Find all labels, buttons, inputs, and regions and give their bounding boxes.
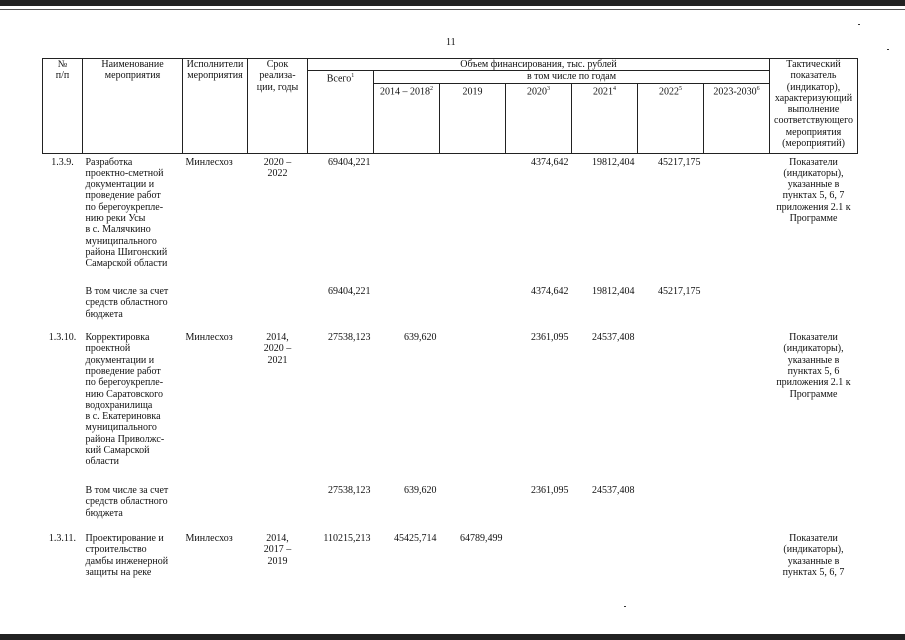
row-term: 2020 – 2022: [263, 156, 292, 179]
row-2019: [440, 153, 506, 283]
row-number: [43, 283, 83, 329]
col-header-year: 2021$^4$: [572, 83, 638, 153]
scan-border-line: [0, 9, 905, 10]
row-name: В том числе за счет средств областного бюджета: [85, 485, 169, 519]
row-number: [43, 482, 83, 530]
row-2022: [638, 482, 704, 530]
row-executor: Минлесхоз: [185, 156, 233, 168]
col-header-term: Срок реализа- ции, годы: [248, 59, 308, 154]
col-header-no: № п/п: [43, 59, 83, 154]
row-2021: 24537,408: [592, 332, 635, 344]
table-row: [43, 482, 858, 530]
row-2023-2030: [704, 530, 770, 588]
row-2020: [506, 530, 572, 588]
col-header-indicator: Тактический показатель (индикатор), характеризующий выполнение соответствующего мероприятия (мероприятий): [770, 59, 858, 154]
table-row: [43, 153, 858, 283]
page-number: 11: [446, 37, 456, 48]
col-header-year: 2022$^5$: [638, 83, 704, 153]
row-2014-2018: 639,620: [404, 332, 437, 344]
scan-border-bottom: [0, 634, 905, 640]
row-indicator: [770, 283, 858, 329]
row-executor: Минлесхоз: [185, 332, 233, 344]
row-2020: 4374,642: [531, 286, 569, 298]
col-header-executors: Исполнители мероприятия: [183, 59, 248, 154]
row-term: [248, 482, 308, 530]
col-header-financing: Объем финансирования, тыс. рублей: [308, 59, 770, 71]
row-2019: [440, 283, 506, 329]
row-2023-2030: [704, 283, 770, 329]
row-total: 69404,221: [328, 156, 371, 168]
row-name: В том числе за счет средств областного бюджета: [85, 286, 169, 320]
row-indicator: [770, 482, 858, 530]
scan-speck: [624, 606, 626, 607]
row-total: 110215,213: [323, 533, 371, 545]
row-2014-2018: 639,620: [404, 485, 437, 497]
row-2019: [440, 482, 506, 530]
row-2023-2030: [704, 153, 770, 283]
col-header-year: 2020$^3$: [506, 83, 572, 153]
row-number: 1.3.10.: [48, 332, 77, 344]
col-header-year: 2023-2030$^6$: [704, 83, 770, 153]
row-2020: 4374,642: [531, 156, 569, 168]
row-2020: 2361,095: [531, 485, 569, 497]
financing-table: [42, 58, 858, 588]
col-header-year: 2014 – 2018$^2$: [374, 83, 440, 153]
row-indicator: Показатели (индикаторы), указанные в пунктах 5, 6, 7 приложения 2.1 к Программе: [776, 156, 851, 225]
row-2023-2030: [704, 482, 770, 530]
row-name: Разработка проектно-сметной документации и проведение работ по берегоукрепле- нию реки Усы в с. Малячкино муниципального района Шигонский Самарской области: [85, 156, 168, 270]
row-2020: 2361,095: [531, 332, 569, 344]
row-2019: [440, 329, 506, 482]
col-header-year: 2019: [440, 83, 506, 153]
row-name: Корректировка проектной документации и проведение работ по берегоукрепле- нию Саратовского водохранилища в с. Екатериновка муниципального района Приволжс- кий Самарской области: [85, 332, 165, 468]
row-total: 69404,221: [328, 286, 371, 298]
row-2022: 45217,175: [658, 156, 701, 168]
row-term: 2014, 2017 – 2019: [263, 533, 292, 567]
row-term: [248, 283, 308, 329]
table-row: [43, 530, 858, 588]
row-indicator: Показатели (индикаторы), указанные в пунктах 5, 6, 7: [782, 533, 845, 578]
row-2021: 24537,408: [592, 485, 635, 497]
row-number: 1.3.9.: [51, 156, 74, 168]
row-executor: Минлесхоз: [185, 533, 233, 545]
row-executor: [183, 482, 248, 530]
row-2021: 19812,404: [592, 156, 635, 168]
row-2022: [638, 329, 704, 482]
row-total: 27538,123: [328, 332, 371, 344]
row-total: 27538,123: [328, 485, 371, 497]
row-2014-2018: [374, 153, 440, 283]
table-row: [43, 283, 858, 329]
table-row: [43, 329, 858, 482]
row-2022: [638, 530, 704, 588]
scan-speck: [858, 24, 860, 25]
row-name: Проектирование и строительство дамбы инженерной защиты на реке: [85, 533, 169, 578]
row-2021: [572, 530, 638, 588]
scan-speck: [887, 49, 889, 50]
col-header-total: Всего$^1$: [308, 71, 374, 153]
row-2023-2030: [704, 329, 770, 482]
row-executor: [183, 283, 248, 329]
col-header-name: Наименование мероприятия: [83, 59, 183, 154]
row-2021: 19812,404: [592, 286, 635, 298]
scan-border-top: [0, 0, 905, 6]
row-2014-2018: [374, 283, 440, 329]
row-2019: 64789,499: [460, 533, 503, 545]
col-header-by-years: в том числе по годам: [374, 71, 770, 83]
row-indicator: Показатели (индикаторы), указанные в пунктах 5, 6 приложения 2.1 к Программе: [776, 332, 851, 400]
row-number: 1.3.11.: [48, 533, 77, 545]
row-2014-2018: 45425,714: [394, 533, 437, 545]
row-2022: 45217,175: [658, 286, 701, 298]
row-term: 2014, 2020 – 2021: [263, 332, 292, 366]
